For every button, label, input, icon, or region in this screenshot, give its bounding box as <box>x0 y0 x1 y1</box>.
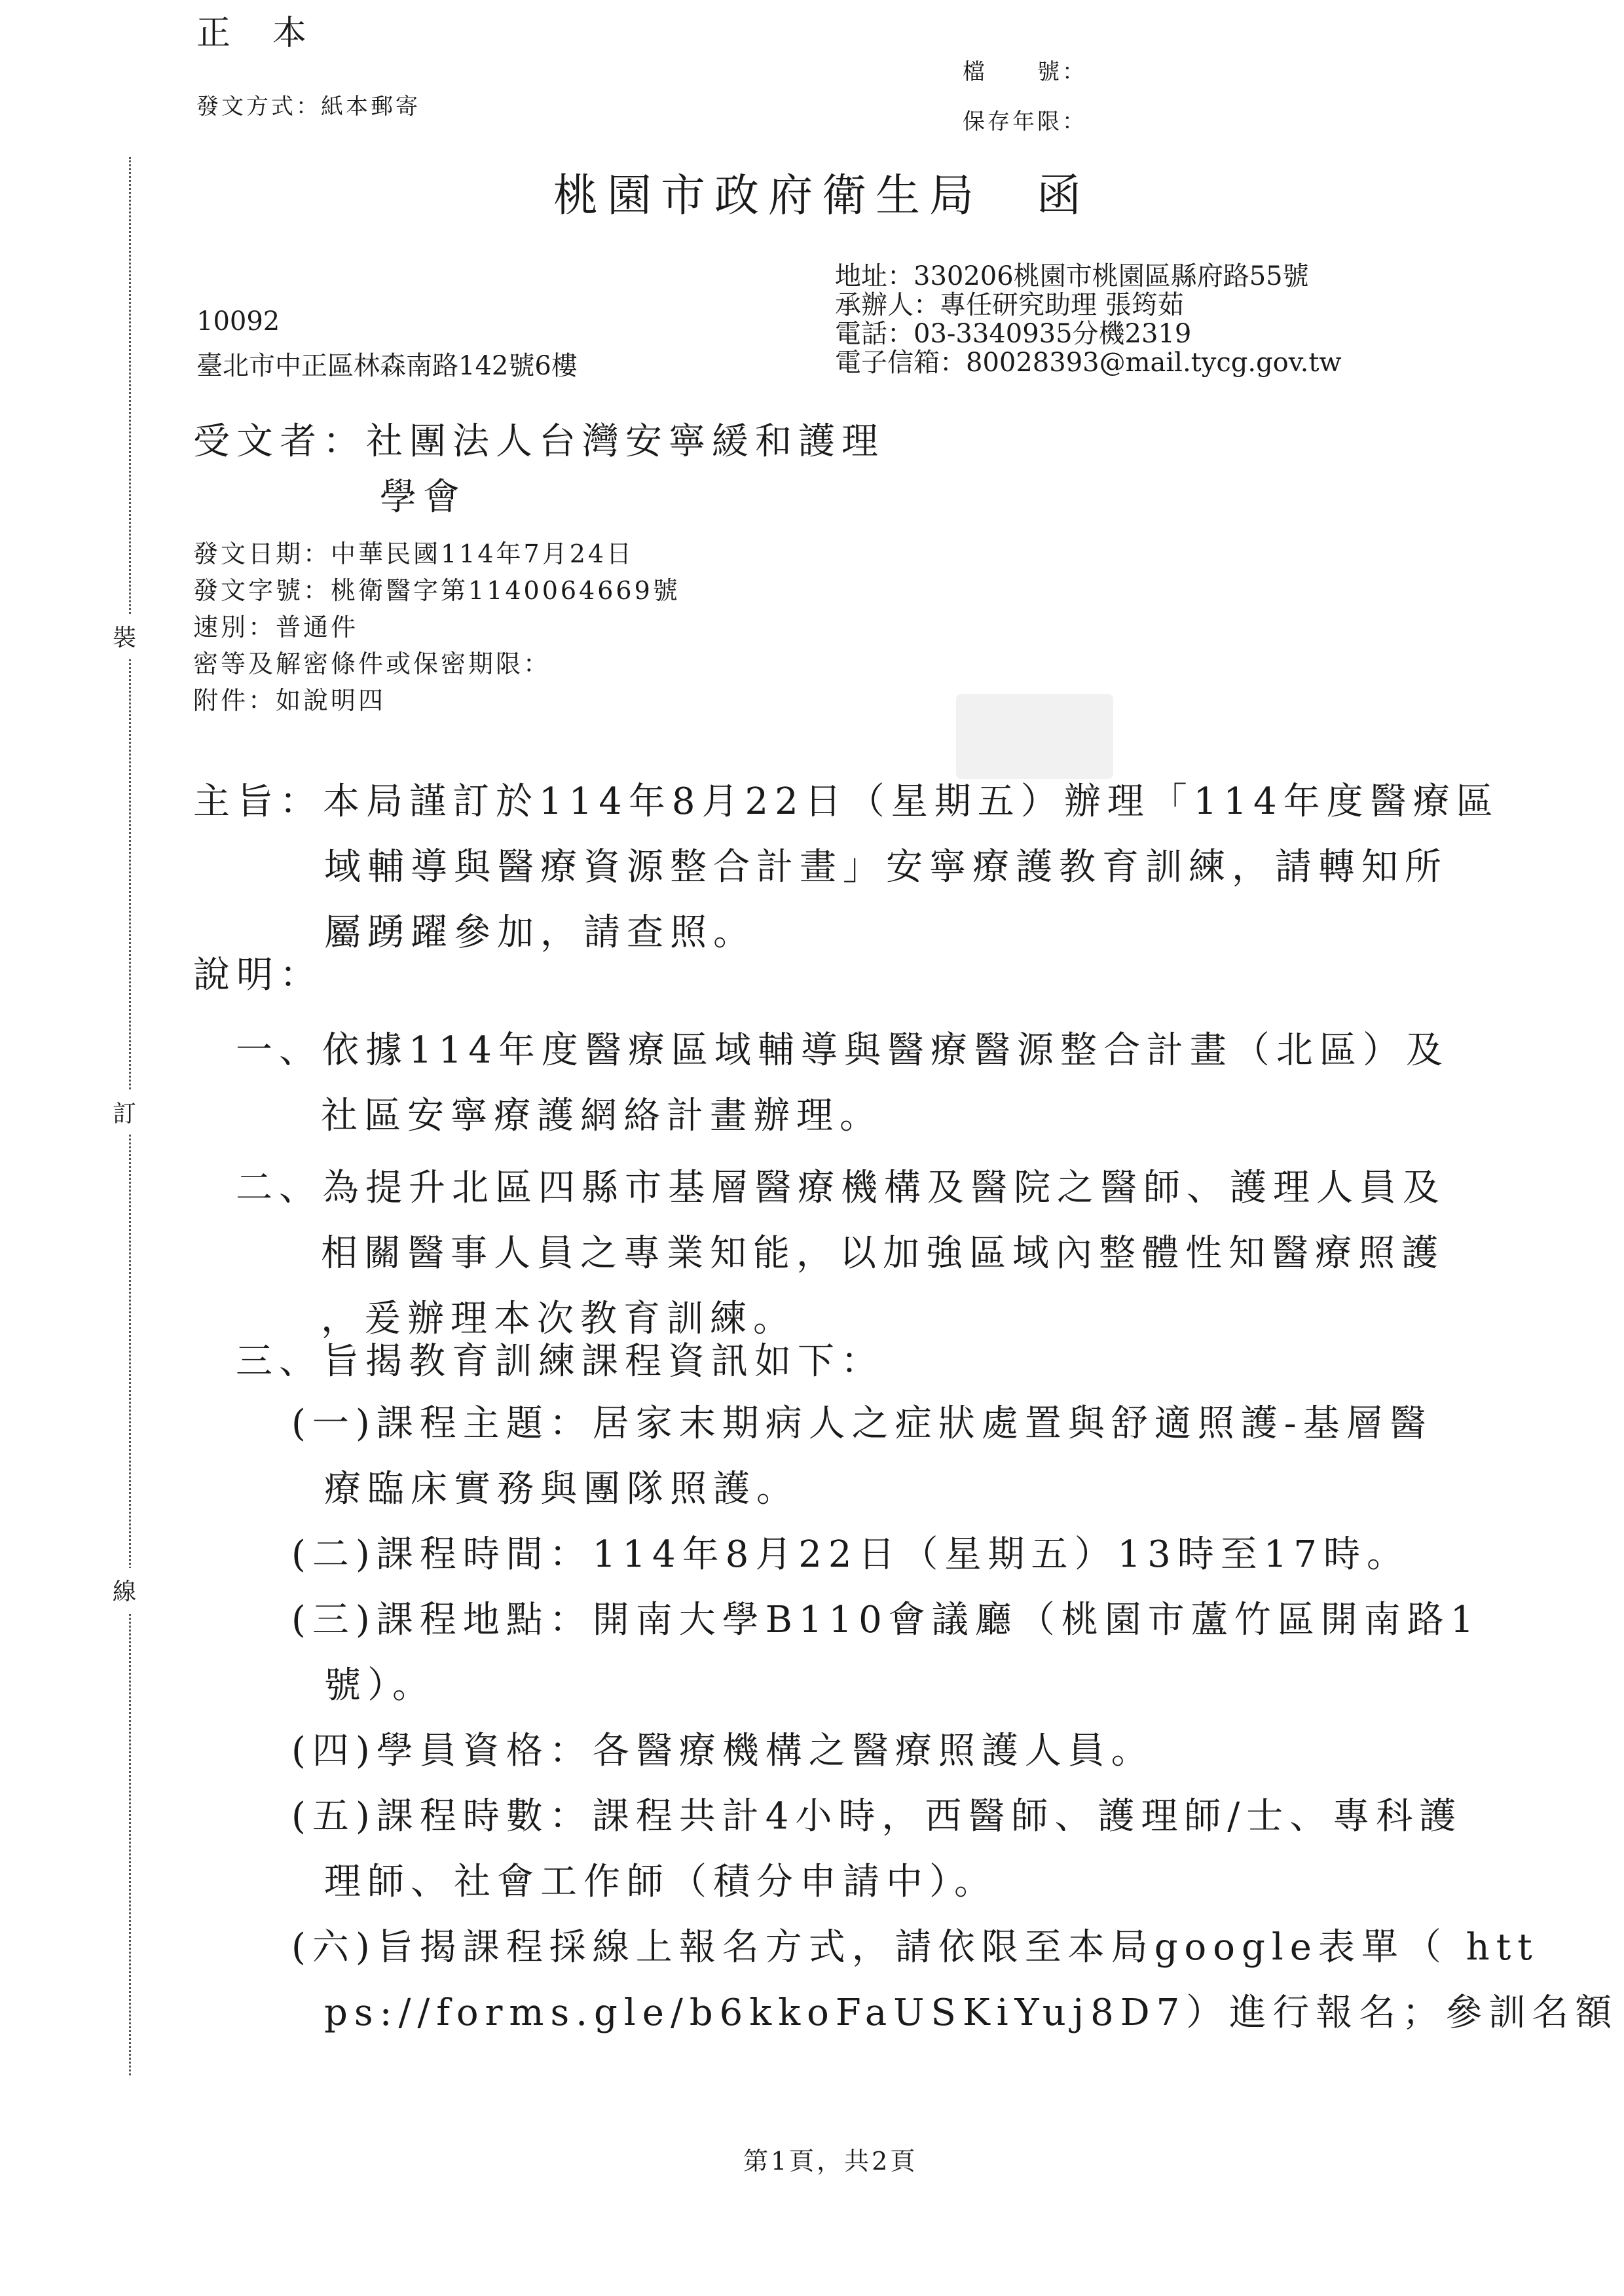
page-number: 第1頁，共2頁 <box>743 2147 918 2176</box>
copy-type-label: 正 本 <box>196 14 311 53</box>
binding-mark-zhuang: 裝 <box>113 614 136 658</box>
course-eligibility: (四)學員資格：各醫療機構之醫療照護人員。 <box>291 1730 1154 1772</box>
secrecy-level: 密等及解密條件或保密期限： <box>193 649 551 678</box>
recipient-postal-code: 10092 <box>196 306 280 337</box>
course-topic-line-1: (一)課程主題：居家末期病人之症狀處置與舒適照護-基層醫 <box>291 1402 1433 1445</box>
item-1-line-1: 一、依據114年度醫療區域輔導與醫療醫源整合計畫（北區）及 <box>236 1029 1449 1072</box>
explanation-item-1 <box>236 1018 1449 1149</box>
explanation-item-2 <box>236 1156 1446 1352</box>
course-location-line-2: 號）。 <box>324 1664 435 1707</box>
faint-stamp-mark <box>956 694 1113 779</box>
item-2-line-3: ，爰辦理本次教育訓練。 <box>321 1298 796 1340</box>
retention-period-label: 保存年限： <box>963 109 1087 135</box>
sender-address: 地址：330206桃園市桃園區縣府路55號 <box>835 261 1309 291</box>
sender-email: 電子信箱：80028393@mail.tycg.gov.tw <box>835 348 1342 378</box>
delivery-method: 發文方式：紙本郵寄 <box>196 94 420 120</box>
subject-block <box>193 769 1500 966</box>
course-location-line-1: (三)課程地點：開南大學B110會議廳（桃園市蘆竹區開南路1 <box>291 1599 1481 1641</box>
sender-phone: 電話：03-3340935分機2319 <box>835 319 1192 349</box>
subject-line-1: 主旨：本局謹訂於114年8月22日（星期五）辦理「114年度醫療區 <box>193 780 1500 823</box>
recipient-line-2: 學會 <box>380 476 466 519</box>
delivery-speed: 速別：普通件 <box>193 613 359 642</box>
binding-mark-xian: 線 <box>113 1568 136 1612</box>
sender-handler: 承辦人：專任研究助理 張筠茹 <box>835 290 1184 320</box>
document-number: 發文字號：桃衛醫字第1140064669號 <box>193 576 680 605</box>
item-2-line-2: 相關醫事人員之專業知能，以加強區域內整體性知醫療照護 <box>321 1232 1445 1275</box>
sender-info <box>835 262 1342 377</box>
document-title: 桃園市政府衛生局 函 <box>553 170 1091 222</box>
course-hours-line-2: 理師、社會工作師（積分申請中）。 <box>324 1861 997 1903</box>
recipient-line-1: 受文者：社團法人台灣安寧緩和護理 <box>193 420 885 463</box>
binding-mark-ding: 訂 <box>113 1090 136 1134</box>
explanation-label: 說明： <box>193 954 323 996</box>
item-2-line-1: 二、為提升北區四縣市基層醫療機構及醫院之醫師、護理人員及 <box>236 1167 1446 1209</box>
file-number-label: 檔 號： <box>963 59 1087 85</box>
course-time: (二)課程時間：114年8月22日（星期五）13時至17時。 <box>291 1533 1410 1576</box>
item-1-line-2: 社區安寧療護網絡計畫辦理。 <box>321 1095 883 1137</box>
recipient-street-address: 臺北市中正區林森南路142號6樓 <box>196 351 578 381</box>
course-hours-line-1: (五)課程時數：課程共計4小時，西醫師、護理師/士、專科護 <box>291 1795 1463 1838</box>
item-3-heading: 三、旨揭教育訓練課程資訊如下： <box>236 1340 884 1383</box>
course-topic-line-2: 療臨床實務與團隊照護。 <box>324 1468 800 1510</box>
explanation-item-3 <box>236 1329 884 1394</box>
course-details <box>291 1391 1618 2046</box>
issue-date: 發文日期：中華民國114年7月24日 <box>193 539 635 568</box>
subject-line-3: 屬踴躍參加，請查照。 <box>324 911 756 954</box>
registration-line-1: (六)旨揭課程採線上報名方式，請依限至本局google表單（ htt <box>291 1926 1539 1969</box>
subject-line-2: 域輔導與醫療資源整合計畫」安寧療護教育訓練，請轉知所 <box>324 846 1448 888</box>
registration-line-2: ps://forms.gle/b6kkoFaUSKiYuj8D7）進行報名；參訓名額 <box>324 1992 1619 2034</box>
document-meta <box>193 536 680 719</box>
attachment-note: 附件：如說明四 <box>193 686 386 715</box>
